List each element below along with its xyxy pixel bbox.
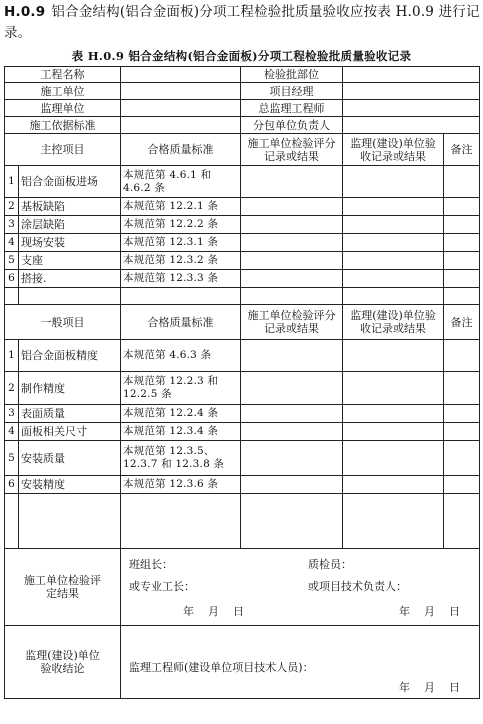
row-item: 搭接. — [19, 270, 121, 288]
section-number: H.0.9 — [4, 4, 46, 20]
subcontractor-head-label: 分包单位负责人 — [241, 117, 343, 134]
row-item: 安装精度 — [19, 476, 121, 494]
info-row — [5, 83, 480, 100]
row-supervisor-record[interactable] — [343, 405, 444, 423]
row-remark[interactable] — [444, 405, 480, 423]
row-item: 铝合金面板进场 — [19, 166, 121, 198]
table-row — [5, 198, 480, 216]
row-number — [5, 494, 19, 549]
table-row — [5, 441, 480, 476]
table-row — [5, 340, 480, 372]
row-remark[interactable] — [444, 270, 480, 288]
intro-paragraph — [4, 2, 480, 44]
row-remark[interactable] — [444, 166, 480, 198]
row-standard: 本规范第 12.3.2 条 — [121, 252, 241, 270]
row-contractor-record[interactable] — [241, 423, 343, 441]
row-standard: 本规范第 12.2.2 条 — [121, 216, 241, 234]
row-number — [5, 288, 19, 305]
supervisor-value[interactable] — [121, 100, 241, 117]
table-row — [5, 372, 480, 405]
row-remark[interactable] — [444, 372, 480, 405]
row-supervisor-record[interactable] — [343, 166, 444, 198]
row-contractor-record[interactable] — [241, 476, 343, 494]
row-contractor-record[interactable] — [241, 252, 343, 270]
contractor-right-date: 年 月 日 — [399, 605, 460, 618]
row-standard: 本规范第 12.3.4 条 — [121, 423, 241, 441]
row-number: 2 — [5, 198, 19, 216]
row-number: 1 — [5, 166, 19, 198]
row-supervisor-record[interactable] — [343, 494, 444, 549]
row-standard — [121, 494, 241, 549]
row-number: 4 — [5, 234, 19, 252]
general-item-header: 一般项目 — [5, 305, 121, 340]
row-contractor-record[interactable] — [241, 288, 343, 305]
row-number: 6 — [5, 476, 19, 494]
row-remark[interactable] — [444, 234, 480, 252]
contractor-left-date: 年 月 日 — [183, 605, 244, 618]
main-remark-header: 备注 — [444, 134, 480, 166]
row-standard: 本规范第 12.2.4 条 — [121, 405, 241, 423]
table-row — [5, 405, 480, 423]
row-contractor-record[interactable] — [241, 340, 343, 372]
row-item: 基板缺陷 — [19, 198, 121, 216]
row-supervisor-record[interactable] — [343, 372, 444, 405]
row-supervisor-record[interactable] — [343, 340, 444, 372]
contractor-eval-signature-area[interactable] — [121, 549, 480, 626]
row-item: 现场安装 — [19, 234, 121, 252]
row-standard: 本规范第 12.3.5、12.3.7 和 12.3.8 条 — [121, 441, 241, 476]
row-item: 涂层缺陷 — [19, 216, 121, 234]
row-supervisor-record[interactable] — [343, 198, 444, 216]
info-row — [5, 67, 480, 83]
row-contractor-record[interactable] — [241, 372, 343, 405]
row-contractor-record[interactable] — [241, 441, 343, 476]
table-row-blank — [5, 494, 480, 549]
basis-standard-value[interactable] — [121, 117, 241, 134]
supervisor-conclusion-row — [5, 626, 480, 699]
table-row — [5, 423, 480, 441]
table-row — [5, 270, 480, 288]
row-contractor-record[interactable] — [241, 494, 343, 549]
contractor-label: 施工单位 — [5, 83, 121, 100]
row-contractor-record[interactable] — [241, 234, 343, 252]
contractor-eval-label: 施工单位检验评定结果 — [5, 549, 121, 626]
row-number: 6 — [5, 270, 19, 288]
row-remark[interactable] — [444, 288, 480, 305]
general-contractor-record-header: 施工单位检验评分记录或结果 — [241, 305, 343, 340]
main-standard-header: 合格质量标准 — [121, 134, 241, 166]
supervising-engineer-label: 监理工程师(建设单位项目技术人员)： — [129, 661, 314, 674]
contractor-value[interactable] — [121, 83, 241, 100]
main-items-header — [5, 134, 480, 166]
row-remark[interactable] — [444, 476, 480, 494]
row-contractor-record[interactable] — [241, 198, 343, 216]
row-remark[interactable] — [444, 216, 480, 234]
general-standard-header: 合格质量标准 — [121, 305, 241, 340]
row-item — [19, 288, 121, 305]
project-manager-label: 项目经理 — [241, 83, 343, 100]
row-item: 表面质量 — [19, 405, 121, 423]
intro-text: 铝合金结构(铝合金面板)分项工程检验批质量验收应按表 H.0.9 进行记录。 — [4, 4, 480, 41]
table-row — [5, 234, 480, 252]
row-number: 3 — [5, 405, 19, 423]
row-remark[interactable] — [444, 252, 480, 270]
row-number: 3 — [5, 216, 19, 234]
row-remark[interactable] — [444, 423, 480, 441]
row-remark[interactable] — [444, 441, 480, 476]
supervisor-signature-area[interactable] — [121, 626, 480, 699]
table-row — [5, 252, 480, 270]
row-remark[interactable] — [444, 340, 480, 372]
row-standard: 本规范第 4.6.3 条 — [121, 340, 241, 372]
general-supervisor-record-header: 监理(建设)单位验收记录或结果 — [343, 305, 444, 340]
table-row — [5, 216, 480, 234]
tech-head-label: 或项目技术负责人： — [308, 580, 407, 593]
row-number: 4 — [5, 423, 19, 441]
row-standard: 本规范第 12.2.1 条 — [121, 198, 241, 216]
row-supervisor-record[interactable] — [343, 476, 444, 494]
row-contractor-record[interactable] — [241, 405, 343, 423]
main-supervisor-record-header: 监理(建设)单位验收记录或结果 — [343, 134, 444, 166]
row-number: 5 — [5, 441, 19, 476]
row-standard: 本规范第 12.3.6 条 — [121, 476, 241, 494]
row-item — [19, 494, 121, 549]
row-item: 安装质量 — [19, 441, 121, 476]
row-remark[interactable] — [444, 494, 480, 549]
row-item: 制作精度 — [19, 372, 121, 405]
project-name-label: 工程名称 — [5, 67, 121, 83]
row-remark[interactable] — [444, 198, 480, 216]
row-standard: 本规范第 12.3.3 条 — [121, 270, 241, 288]
general-remark-header: 备注 — [444, 305, 480, 340]
row-supervisor-record[interactable] — [343, 270, 444, 288]
chief-supervisor-value[interactable] — [343, 100, 480, 117]
inspector-label: 质检员： — [308, 558, 352, 571]
row-standard: 本规范第 12.2.3 和 12.2.5 条 — [121, 372, 241, 405]
batch-location-label: 检验批部位 — [241, 67, 343, 83]
row-item: 铝合金面板精度 — [19, 340, 121, 372]
row-supervisor-record[interactable] — [343, 234, 444, 252]
info-row — [5, 117, 480, 134]
batch-location-value[interactable] — [343, 67, 480, 83]
row-supervisor-record[interactable] — [343, 441, 444, 476]
table-row — [5, 166, 480, 198]
basis-standard-label: 施工依据标准 — [5, 117, 121, 134]
row-supervisor-record[interactable] — [343, 423, 444, 441]
supervisor-conclusion-label: 监理(建设)单位验收结论 — [5, 626, 121, 699]
main-contractor-record-header: 施工单位检验评分记录或结果 — [241, 134, 343, 166]
team-leader-label: 班组长： — [129, 558, 173, 571]
general-items-header — [5, 305, 480, 340]
row-contractor-record[interactable] — [241, 166, 343, 198]
row-standard: 本规范第 4.6.1 和 4.6.2 条 — [121, 166, 241, 198]
row-item: 面板相关尺寸 — [19, 423, 121, 441]
row-contractor-record[interactable] — [241, 270, 343, 288]
project-manager-value[interactable] — [343, 83, 480, 100]
project-name-value[interactable] — [121, 67, 241, 83]
chief-supervisor-label: 总监理工程师 — [241, 100, 343, 117]
row-number: 5 — [5, 252, 19, 270]
contractor-eval-row — [5, 549, 480, 626]
inspection-record-table — [4, 66, 480, 699]
main-item-header: 主控项目 — [5, 134, 121, 166]
subcontractor-head-value[interactable] — [343, 117, 480, 134]
row-supervisor-record[interactable] — [343, 252, 444, 270]
table-caption: 表 H.0.9 铝合金结构(铝合金面板)分项工程检验批质量验收记录 — [71, 49, 412, 63]
row-number: 1 — [5, 340, 19, 372]
row-contractor-record[interactable] — [241, 216, 343, 234]
row-supervisor-record[interactable] — [343, 216, 444, 234]
row-item: 支座 — [19, 252, 121, 270]
info-row — [5, 100, 480, 117]
table-row — [5, 476, 480, 494]
table-row-blank — [5, 288, 480, 305]
row-standard: 本规范第 12.3.1 条 — [121, 234, 241, 252]
foreman-label: 或专业工长： — [129, 580, 195, 593]
supervisor-label: 监理单位 — [5, 100, 121, 117]
row-supervisor-record[interactable] — [343, 288, 444, 305]
supervisor-date: 年 月 日 — [399, 681, 460, 694]
row-number: 2 — [5, 372, 19, 405]
row-standard — [121, 288, 241, 305]
